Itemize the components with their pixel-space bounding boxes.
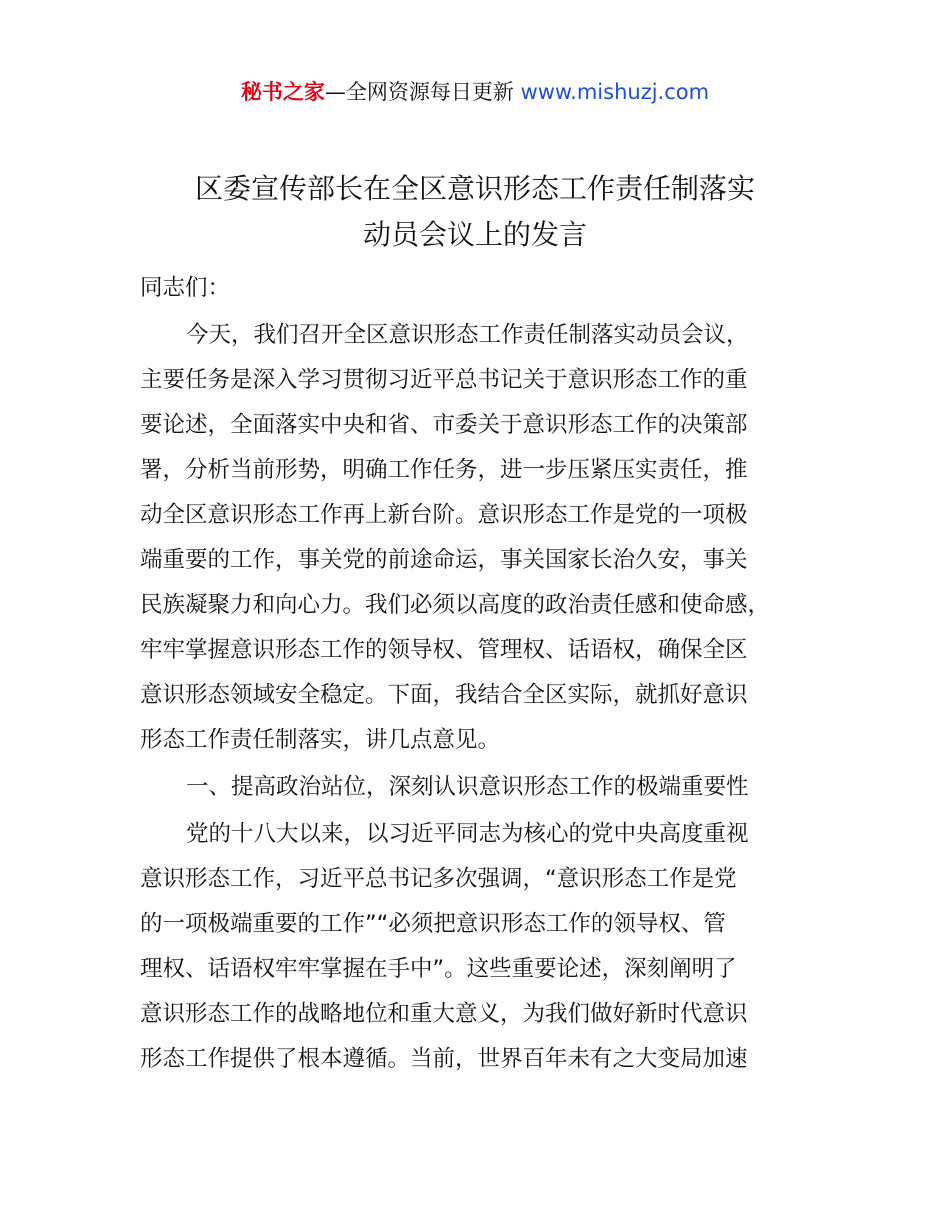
paragraph-line: 意识形态工作的战略地位和重大意义，为我们做好新时代意识 [140,1001,748,1027]
site-header [0,76,950,108]
header-tagline: —全网资源每日更新 [324,80,521,104]
brand-name: 秘书之家 [240,80,325,104]
paragraph-line: 端重要的工作，事关党的前途命运，事关国家长治久安，事关 [140,547,748,573]
paragraph-line: 动全区意识形态工作再上新台阶。意识形态工作是党的一项极 [140,502,748,528]
paragraph-line: 要论述，全面落实中央和省、市委关于意识形态工作的决策部 [140,412,748,438]
section-heading-1 [140,765,820,810]
paragraph-line: 民族凝聚力和向心力。我们必须以高度的政治责任感和使命感， [140,592,771,618]
paragraph-line: 意识形态工作，习近平总书记多次强调，“意识形态工作是党 [140,866,737,892]
paragraph-line: 意识形态领域安全稳定。下面，我结合全区实际，就抓好意识 [140,682,748,708]
title-line-2: 动员会议上的发言 [362,218,587,251]
paragraph-line: 党的十八大以来，以习近平同志为核心的党中央高度重视 [186,821,749,847]
section-heading-text: 一、提高政治站位，深刻认识意识形态工作的极端重要性 [186,774,749,800]
paragraph-opening [140,313,820,763]
title-line-1: 区委宣传部长在全区意识形态工作责任制落实 [194,172,755,205]
paragraph-line: 形态工作提供了根本遵循。当前，世界百年未有之大变局加速 [140,1046,748,1072]
paragraph-line: 牢牢掌握意识形态工作的领导权、管理权、话语权，确保全区 [140,637,748,663]
salutation-text: 同志们： [140,275,231,301]
paragraph-line: 主要任务是深入学习贯彻习近平总书记关于意识形态工作的重 [140,367,748,393]
paragraph-line: 署，分析当前形势，明确工作任务，进一步压紧压实责任，推 [140,457,748,483]
document-body [140,266,820,1082]
document-title [120,166,830,258]
paragraph-section-1 [140,812,820,1082]
paragraph-line: 的一项极端重要的工作”“必须把意识形态工作的领导权、管 [140,911,726,937]
paragraph-line: 今天，我们召开全区意识形态工作责任制落实动员会议， [186,322,749,348]
site-url-link[interactable]: www.mishuzj.com [520,80,710,104]
paragraph-line: 形态工作责任制落实，讲几点意见。 [140,727,501,753]
paragraph-line: 理权、话语权牢牢掌握在手中”。这些重要论述，深刻阐明了 [140,956,737,982]
salutation [140,266,820,311]
